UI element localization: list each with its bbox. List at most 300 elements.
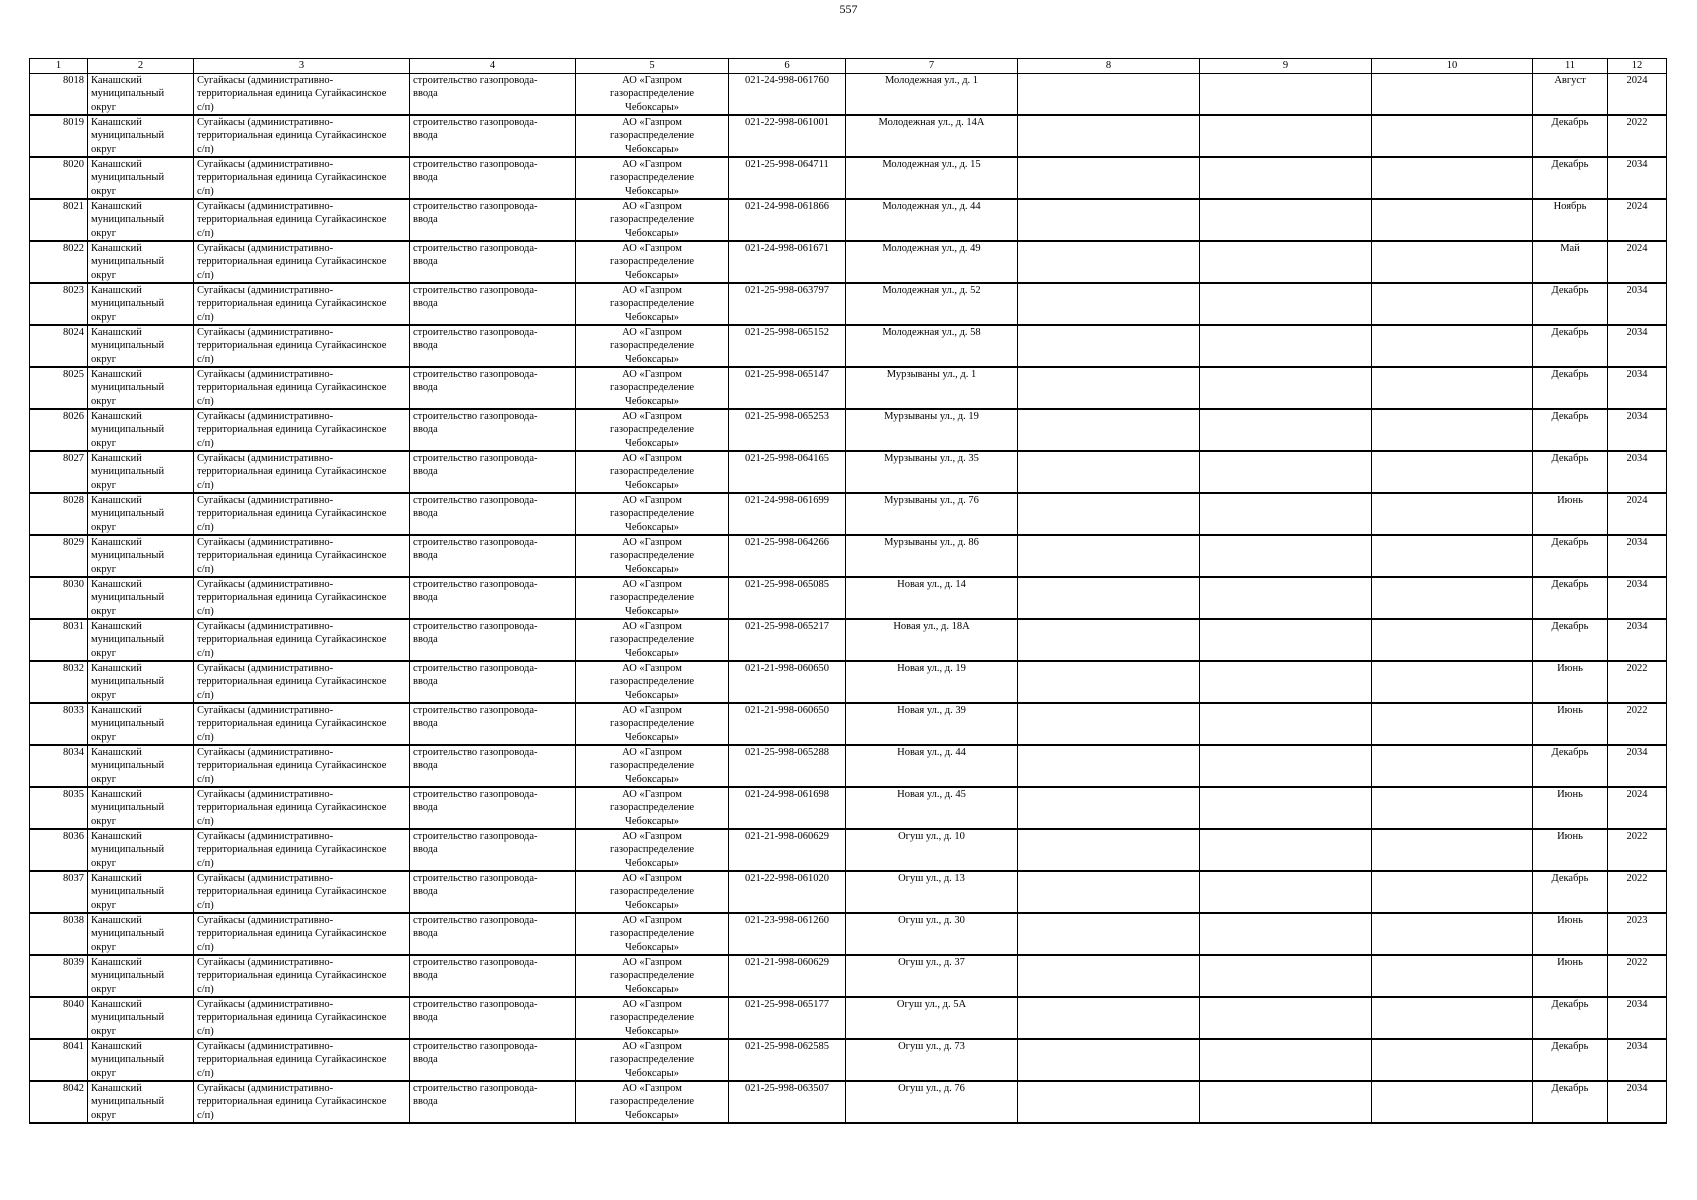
organization-line: АО «Газпром bbox=[622, 411, 682, 422]
address-cell: Мурзываны ул., д. 35 bbox=[846, 451, 1018, 493]
organization-cell bbox=[576, 913, 729, 955]
column-10-cell bbox=[1372, 1081, 1533, 1123]
year-cell: 2022 bbox=[1608, 661, 1667, 703]
month-cell: Декабрь bbox=[1533, 367, 1608, 409]
settlement-line: с/п) bbox=[197, 857, 214, 869]
organization-line: АО «Газпром bbox=[622, 873, 682, 884]
work-type-cell bbox=[410, 325, 576, 367]
work-type-line: ввода bbox=[413, 1012, 438, 1024]
organization-line: АО «Газпром bbox=[622, 75, 682, 86]
column-9-cell bbox=[1200, 367, 1372, 409]
table-row bbox=[30, 74, 1667, 116]
year-cell: 2034 bbox=[1608, 535, 1667, 577]
address-cell: Новая ул., д. 18А bbox=[846, 619, 1018, 661]
table-row bbox=[30, 241, 1667, 283]
column-8-cell bbox=[1018, 1039, 1200, 1081]
work-type-line: строительство газопровода- bbox=[413, 201, 538, 212]
work-type-line: ввода bbox=[413, 592, 438, 604]
work-type-cell bbox=[410, 451, 576, 493]
work-type-line: строительство газопровода- bbox=[413, 75, 538, 86]
work-type-line: ввода bbox=[413, 88, 438, 100]
month-cell: Ноябрь bbox=[1533, 199, 1608, 241]
work-type-line: строительство газопровода- bbox=[413, 327, 538, 338]
organization-line: АО «Газпром bbox=[622, 201, 682, 212]
year-cell: 2022 bbox=[1608, 115, 1667, 157]
year-cell: 2034 bbox=[1608, 325, 1667, 367]
settlement-line: территориальная единица Сугайкасинское bbox=[197, 256, 387, 268]
organization-line: газораспределение bbox=[609, 718, 695, 730]
column-8-cell bbox=[1018, 409, 1200, 451]
column-8-cell bbox=[1018, 829, 1200, 871]
organization-line: Чебоксары» bbox=[625, 647, 679, 659]
work-type-cell bbox=[410, 367, 576, 409]
work-type-line: ввода bbox=[413, 844, 438, 856]
district-cell bbox=[88, 829, 194, 871]
registration-code-cell: 021-21-998-060629 bbox=[729, 829, 846, 871]
organization-line: газораспределение bbox=[609, 88, 695, 100]
organization-line: АО «Газпром bbox=[622, 453, 682, 464]
work-type-line: ввода bbox=[413, 172, 438, 184]
column-10-cell bbox=[1372, 451, 1533, 493]
settlement-line: с/п) bbox=[197, 521, 214, 533]
work-type-line: строительство газопровода- bbox=[413, 663, 538, 674]
registration-code-cell: 021-21-998-060629 bbox=[729, 955, 846, 997]
settlement-line: с/п) bbox=[197, 311, 214, 323]
settlement-line: с/п) bbox=[197, 941, 214, 953]
organization-line: АО «Газпром bbox=[622, 705, 682, 716]
district-cell bbox=[88, 661, 194, 703]
district-line: округ bbox=[91, 437, 117, 449]
district-line: муниципальный bbox=[91, 256, 165, 268]
registration-code-cell: 021-24-998-061866 bbox=[729, 199, 846, 241]
registration-code-cell: 021-24-998-061760 bbox=[729, 74, 846, 116]
organization-line: АО «Газпром bbox=[622, 285, 682, 296]
row-number-cell: 8021 bbox=[30, 199, 88, 241]
organization-line: Чебоксары» bbox=[625, 521, 679, 533]
organization-line: АО «Газпром bbox=[622, 495, 682, 506]
district-line: Канашский bbox=[91, 117, 142, 128]
district-line: муниципальный bbox=[91, 634, 165, 646]
work-type-line: ввода bbox=[413, 424, 438, 436]
address-cell: Новая ул., д. 39 bbox=[846, 703, 1018, 745]
settlement-cell bbox=[194, 74, 410, 116]
table-row bbox=[30, 913, 1667, 955]
column-number-5: 5 bbox=[576, 59, 729, 74]
settlement-line: территориальная единица Сугайкасинское bbox=[197, 928, 387, 940]
row-number-cell: 8032 bbox=[30, 661, 88, 703]
month-cell: Июнь bbox=[1533, 703, 1608, 745]
settlement-cell bbox=[194, 787, 410, 829]
column-9-cell bbox=[1200, 703, 1372, 745]
column-number-12: 12 bbox=[1608, 59, 1667, 74]
district-cell bbox=[88, 955, 194, 997]
district-line: муниципальный bbox=[91, 172, 165, 184]
settlement-line: Сугайкасы (административно- bbox=[197, 243, 334, 254]
work-type-line: ввода bbox=[413, 466, 438, 478]
year-cell: 2024 bbox=[1608, 493, 1667, 535]
year-cell: 2023 bbox=[1608, 913, 1667, 955]
district-line: Канашский bbox=[91, 957, 142, 968]
year-cell: 2024 bbox=[1608, 199, 1667, 241]
column-number-4: 4 bbox=[410, 59, 576, 74]
work-type-line: ввода bbox=[413, 550, 438, 562]
registration-code-cell: 021-25-998-063507 bbox=[729, 1081, 846, 1123]
district-cell bbox=[88, 745, 194, 787]
district-line: округ bbox=[91, 1109, 117, 1121]
district-line: муниципальный bbox=[91, 718, 165, 730]
column-9-cell bbox=[1200, 535, 1372, 577]
address-cell: Молодежная ул., д. 52 bbox=[846, 283, 1018, 325]
district-line: округ bbox=[91, 1067, 117, 1079]
year-cell: 2024 bbox=[1608, 74, 1667, 116]
work-type-line: ввода bbox=[413, 802, 438, 814]
district-line: муниципальный bbox=[91, 340, 165, 352]
settlement-line: Сугайкасы (административно- bbox=[197, 831, 334, 842]
address-cell: Новая ул., д. 44 bbox=[846, 745, 1018, 787]
month-cell: Декабрь bbox=[1533, 451, 1608, 493]
column-10-cell bbox=[1372, 74, 1533, 116]
row-number-cell: 8038 bbox=[30, 913, 88, 955]
settlement-cell bbox=[194, 955, 410, 997]
district-cell bbox=[88, 619, 194, 661]
row-number-cell: 8024 bbox=[30, 325, 88, 367]
district-line: округ bbox=[91, 479, 117, 491]
district-line: округ bbox=[91, 311, 117, 323]
row-number-cell: 8037 bbox=[30, 871, 88, 913]
column-8-cell bbox=[1018, 745, 1200, 787]
address-cell: Молодежная ул., д. 49 bbox=[846, 241, 1018, 283]
district-cell bbox=[88, 367, 194, 409]
column-10-cell bbox=[1372, 661, 1533, 703]
column-9-cell bbox=[1200, 997, 1372, 1039]
district-cell bbox=[88, 451, 194, 493]
work-type-cell bbox=[410, 199, 576, 241]
work-type-cell bbox=[410, 241, 576, 283]
address-cell: Молодежная ул., д. 14А bbox=[846, 115, 1018, 157]
month-cell: Декабрь bbox=[1533, 997, 1608, 1039]
settlement-cell bbox=[194, 1081, 410, 1123]
district-cell bbox=[88, 1039, 194, 1081]
year-cell: 2022 bbox=[1608, 871, 1667, 913]
address-cell: Огуш ул., д. 30 bbox=[846, 913, 1018, 955]
column-9-cell bbox=[1200, 409, 1372, 451]
column-8-cell bbox=[1018, 283, 1200, 325]
settlement-line: Сугайкасы (административно- bbox=[197, 117, 334, 128]
settlement-line: территориальная единица Сугайкасинское bbox=[197, 508, 387, 520]
district-line: Канашский bbox=[91, 705, 142, 716]
organization-cell bbox=[576, 157, 729, 199]
work-type-cell bbox=[410, 913, 576, 955]
organization-line: АО «Газпром bbox=[622, 663, 682, 674]
work-type-line: ввода bbox=[413, 298, 438, 310]
district-line: муниципальный bbox=[91, 424, 165, 436]
district-line: округ bbox=[91, 227, 117, 239]
column-8-cell bbox=[1018, 787, 1200, 829]
column-9-cell bbox=[1200, 115, 1372, 157]
district-line: Канашский bbox=[91, 201, 142, 212]
organization-line: Чебоксары» bbox=[625, 983, 679, 995]
district-cell bbox=[88, 493, 194, 535]
year-cell: 2034 bbox=[1608, 745, 1667, 787]
month-cell: Декабрь bbox=[1533, 577, 1608, 619]
work-type-line: ввода bbox=[413, 1054, 438, 1066]
table-row bbox=[30, 115, 1667, 157]
settlement-line: Сугайкасы (административно- bbox=[197, 201, 334, 212]
district-cell bbox=[88, 199, 194, 241]
settlement-line: с/п) bbox=[197, 269, 214, 281]
column-10-cell bbox=[1372, 577, 1533, 619]
organization-line: Чебоксары» bbox=[625, 941, 679, 953]
column-8-cell bbox=[1018, 577, 1200, 619]
organization-line: газораспределение bbox=[609, 508, 695, 520]
settlement-line: территориальная единица Сугайкасинское bbox=[197, 970, 387, 982]
column-10-cell bbox=[1372, 829, 1533, 871]
organization-line: АО «Газпром bbox=[622, 621, 682, 632]
organization-line: Чебоксары» bbox=[625, 437, 679, 449]
district-line: Канашский bbox=[91, 495, 142, 506]
organization-line: газораспределение bbox=[609, 760, 695, 772]
district-line: муниципальный bbox=[91, 508, 165, 520]
settlement-cell bbox=[194, 619, 410, 661]
district-line: муниципальный bbox=[91, 88, 165, 100]
settlement-line: с/п) bbox=[197, 815, 214, 827]
settlement-line: Сугайкасы (административно- bbox=[197, 537, 334, 548]
settlement-line: с/п) bbox=[197, 185, 214, 197]
settlement-line: территориальная единица Сугайкасинское bbox=[197, 298, 387, 310]
column-9-cell bbox=[1200, 199, 1372, 241]
organization-line: АО «Газпром bbox=[622, 1083, 682, 1094]
organization-line: Чебоксары» bbox=[625, 563, 679, 575]
column-8-cell bbox=[1018, 703, 1200, 745]
column-8-cell bbox=[1018, 241, 1200, 283]
settlement-cell bbox=[194, 829, 410, 871]
address-cell: Молодежная ул., д. 1 bbox=[846, 74, 1018, 116]
district-line: Канашский bbox=[91, 789, 142, 800]
row-number-cell: 8019 bbox=[30, 115, 88, 157]
year-cell: 2034 bbox=[1608, 367, 1667, 409]
district-line: округ bbox=[91, 353, 117, 365]
settlement-line: территориальная единица Сугайкасинское bbox=[197, 844, 387, 856]
month-cell: Июнь bbox=[1533, 661, 1608, 703]
settlement-line: с/п) bbox=[197, 1067, 214, 1079]
settlement-cell bbox=[194, 409, 410, 451]
work-type-line: строительство газопровода- bbox=[413, 957, 538, 968]
settlement-cell bbox=[194, 199, 410, 241]
organization-cell bbox=[576, 451, 729, 493]
work-type-line: ввода bbox=[413, 382, 438, 394]
column-10-cell bbox=[1372, 241, 1533, 283]
organization-cell bbox=[576, 619, 729, 661]
month-cell: Декабрь bbox=[1533, 115, 1608, 157]
table-row bbox=[30, 619, 1667, 661]
settlement-line: Сугайкасы (административно- bbox=[197, 789, 334, 800]
column-10-cell bbox=[1372, 997, 1533, 1039]
district-line: округ bbox=[91, 689, 117, 701]
settlement-line: с/п) bbox=[197, 773, 214, 785]
organization-line: газораспределение bbox=[609, 382, 695, 394]
organization-line: газораспределение bbox=[609, 1096, 695, 1108]
column-9-cell bbox=[1200, 1081, 1372, 1123]
district-cell bbox=[88, 997, 194, 1039]
table-row bbox=[30, 493, 1667, 535]
row-number-cell: 8033 bbox=[30, 703, 88, 745]
settlement-line: территориальная единица Сугайкасинское bbox=[197, 802, 387, 814]
district-line: округ bbox=[91, 899, 117, 911]
district-line: Канашский bbox=[91, 327, 142, 338]
address-cell: Молодежная ул., д. 15 bbox=[846, 157, 1018, 199]
work-type-cell bbox=[410, 997, 576, 1039]
settlement-line: с/п) bbox=[197, 605, 214, 617]
organization-cell bbox=[576, 871, 729, 913]
organization-line: АО «Газпром bbox=[622, 579, 682, 590]
registration-code-cell: 021-25-998-065253 bbox=[729, 409, 846, 451]
table-row bbox=[30, 787, 1667, 829]
work-type-line: ввода bbox=[413, 340, 438, 352]
settlement-line: Сугайкасы (административно- bbox=[197, 999, 334, 1010]
table-row bbox=[30, 1039, 1667, 1081]
settlement-line: с/п) bbox=[197, 479, 214, 491]
column-8-cell bbox=[1018, 535, 1200, 577]
organization-line: АО «Газпром bbox=[622, 789, 682, 800]
district-cell bbox=[88, 283, 194, 325]
organization-line: газораспределение bbox=[609, 130, 695, 142]
table-row bbox=[30, 325, 1667, 367]
table-row bbox=[30, 535, 1667, 577]
row-number-cell: 8039 bbox=[30, 955, 88, 997]
address-cell: Огуш ул., д. 13 bbox=[846, 871, 1018, 913]
district-cell bbox=[88, 871, 194, 913]
settlement-line: территориальная единица Сугайкасинское bbox=[197, 172, 387, 184]
registration-code-cell: 021-25-998-065085 bbox=[729, 577, 846, 619]
address-cell: Новая ул., д. 14 bbox=[846, 577, 1018, 619]
work-type-line: строительство газопровода- bbox=[413, 789, 538, 800]
month-cell: Декабрь bbox=[1533, 1039, 1608, 1081]
work-type-line: строительство газопровода- bbox=[413, 117, 538, 128]
district-line: муниципальный bbox=[91, 214, 165, 226]
district-line: округ bbox=[91, 521, 117, 533]
district-line: муниципальный bbox=[91, 676, 165, 688]
month-cell: Июнь bbox=[1533, 913, 1608, 955]
registration-code-cell: 021-22-998-061020 bbox=[729, 871, 846, 913]
year-cell: 2024 bbox=[1608, 241, 1667, 283]
district-cell bbox=[88, 1081, 194, 1123]
work-type-cell bbox=[410, 871, 576, 913]
organization-line: АО «Газпром bbox=[622, 915, 682, 926]
settlement-line: территориальная единица Сугайкасинское bbox=[197, 88, 387, 100]
organization-line: Чебоксары» bbox=[625, 311, 679, 323]
district-line: муниципальный bbox=[91, 130, 165, 142]
registration-code-cell: 021-21-998-060650 bbox=[729, 703, 846, 745]
work-type-line: ввода bbox=[413, 214, 438, 226]
district-line: Канашский bbox=[91, 831, 142, 842]
work-type-cell bbox=[410, 115, 576, 157]
district-line: округ bbox=[91, 983, 117, 995]
organization-line: газораспределение bbox=[609, 466, 695, 478]
column-9-cell bbox=[1200, 661, 1372, 703]
table-row bbox=[30, 409, 1667, 451]
organization-line: Чебоксары» bbox=[625, 1067, 679, 1079]
year-cell: 2034 bbox=[1608, 409, 1667, 451]
address-cell: Огуш ул., д. 73 bbox=[846, 1039, 1018, 1081]
settlement-line: с/п) bbox=[197, 647, 214, 659]
settlement-line: Сугайкасы (административно- bbox=[197, 1083, 334, 1094]
district-line: муниципальный bbox=[91, 382, 165, 394]
row-number-cell: 8041 bbox=[30, 1039, 88, 1081]
month-cell: Декабрь bbox=[1533, 871, 1608, 913]
organization-cell bbox=[576, 535, 729, 577]
column-9-cell bbox=[1200, 283, 1372, 325]
settlement-line: территориальная единица Сугайкасинское bbox=[197, 130, 387, 142]
month-cell: Декабрь bbox=[1533, 619, 1608, 661]
address-cell: Огуш ул., д. 10 bbox=[846, 829, 1018, 871]
column-number-9: 9 bbox=[1200, 59, 1372, 74]
column-10-cell bbox=[1372, 325, 1533, 367]
work-type-cell bbox=[410, 619, 576, 661]
year-cell: 2034 bbox=[1608, 1039, 1667, 1081]
address-cell: Молодежная ул., д. 44 bbox=[846, 199, 1018, 241]
address-cell: Мурзываны ул., д. 19 bbox=[846, 409, 1018, 451]
settlement-cell bbox=[194, 451, 410, 493]
organization-cell bbox=[576, 745, 729, 787]
organization-cell bbox=[576, 283, 729, 325]
district-line: Канашский bbox=[91, 453, 142, 464]
column-10-cell bbox=[1372, 703, 1533, 745]
row-number-cell: 8029 bbox=[30, 535, 88, 577]
district-line: округ bbox=[91, 185, 117, 197]
row-number-cell: 8040 bbox=[30, 997, 88, 1039]
organization-cell bbox=[576, 955, 729, 997]
district-line: округ bbox=[91, 563, 117, 575]
district-line: округ bbox=[91, 731, 117, 743]
district-line: муниципальный bbox=[91, 550, 165, 562]
address-cell: Мурзываны ул., д. 1 bbox=[846, 367, 1018, 409]
registration-code-cell: 021-23-998-061260 bbox=[729, 913, 846, 955]
settlement-line: территориальная единица Сугайкасинское bbox=[197, 1012, 387, 1024]
organization-line: Чебоксары» bbox=[625, 689, 679, 701]
district-line: Канашский bbox=[91, 915, 142, 926]
table-row bbox=[30, 577, 1667, 619]
work-type-line: строительство газопровода- bbox=[413, 831, 538, 842]
column-9-cell bbox=[1200, 829, 1372, 871]
district-line: муниципальный bbox=[91, 592, 165, 604]
settlement-cell bbox=[194, 535, 410, 577]
organization-cell bbox=[576, 997, 729, 1039]
district-line: Канашский bbox=[91, 285, 142, 296]
settlement-line: с/п) bbox=[197, 437, 214, 449]
month-cell: Декабрь bbox=[1533, 745, 1608, 787]
settlement-line: с/п) bbox=[197, 983, 214, 995]
table-row bbox=[30, 661, 1667, 703]
organization-line: газораспределение bbox=[609, 844, 695, 856]
organization-line: Чебоксары» bbox=[625, 479, 679, 491]
row-number-cell: 8018 bbox=[30, 74, 88, 116]
column-8-cell bbox=[1018, 115, 1200, 157]
column-10-cell bbox=[1372, 913, 1533, 955]
district-cell bbox=[88, 577, 194, 619]
settlement-cell bbox=[194, 241, 410, 283]
column-10-cell bbox=[1372, 955, 1533, 997]
organization-line: Чебоксары» bbox=[625, 731, 679, 743]
work-type-cell bbox=[410, 493, 576, 535]
organization-line: газораспределение bbox=[609, 802, 695, 814]
work-type-line: ввода bbox=[413, 928, 438, 940]
column-10-cell bbox=[1372, 745, 1533, 787]
column-number-2: 2 bbox=[88, 59, 194, 74]
work-type-cell bbox=[410, 829, 576, 871]
settlement-cell bbox=[194, 745, 410, 787]
year-cell: 2034 bbox=[1608, 577, 1667, 619]
column-10-cell bbox=[1372, 493, 1533, 535]
